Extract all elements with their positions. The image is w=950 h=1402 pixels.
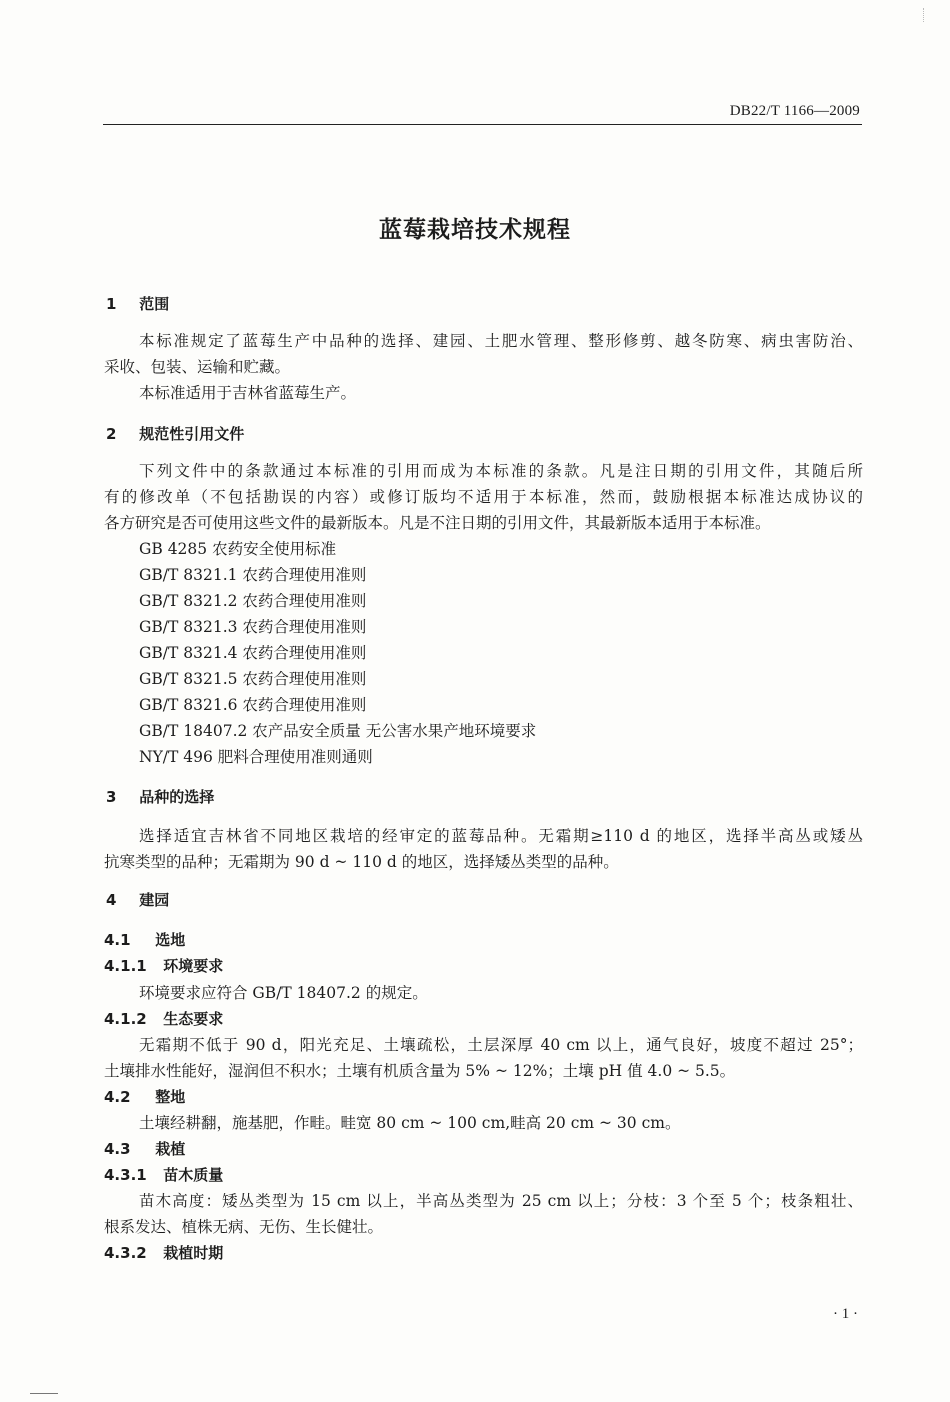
section-number: 2 xyxy=(106,425,117,443)
subsection-4-1-2-text-line: 无霜期不低于 90 d，阳光充足、土壤疏松，土层深厚 40 cm 以上，通气良好，坡度不超过 25°； xyxy=(139,1036,863,1054)
subsection-title: 苗木质量 xyxy=(163,1166,224,1184)
section-2-para-line: 各方研究是否可使用这些文件的最新版本。凡是不注日期的引用文件，其最新版本适用于本标准。 xyxy=(104,514,771,532)
section-title: 范围 xyxy=(139,295,170,313)
subsection-title: 整地 xyxy=(155,1088,186,1106)
subsection-4-2-text: 土壤经耕翻，施基肥，作畦。畦宽 80 cm ~ 100 cm,畦高 20 cm ~ 30 cm。 xyxy=(139,1114,681,1132)
subsection-4-3-heading xyxy=(104,1139,185,1159)
subsection-number: 4.3 xyxy=(104,1140,131,1158)
subsection-number: 4.1.1 xyxy=(104,957,147,975)
section-1-para-line: 采收、包装、运输和贮藏。 xyxy=(104,358,291,376)
subsection-4-1-1-heading xyxy=(104,956,223,976)
subsection-4-3-2-heading xyxy=(104,1243,223,1263)
subsection-title: 栽植 xyxy=(155,1140,186,1158)
document-title: 蓝莓栽培技术规程 xyxy=(379,217,571,243)
subsection-4-3-1-heading xyxy=(104,1165,223,1185)
reference-item: GB/T 8321.2 农药合理使用准则 xyxy=(139,592,367,610)
subsection-number: 4.3.2 xyxy=(104,1244,147,1262)
subsection-4-1-1-text: 环境要求应符合 GB/T 18407.2 的规定。 xyxy=(139,984,428,1002)
section-3-heading xyxy=(106,787,214,807)
section-2-para-line: 有的修改单（不包括勘误的内容）或修订版均不适用于本标准，然而，鼓励根据本标准达成协议的 xyxy=(104,488,863,506)
section-title: 建园 xyxy=(139,891,170,909)
subsection-title: 选地 xyxy=(155,931,186,949)
subsection-4-2-heading xyxy=(104,1087,185,1107)
subsection-number: 4.2 xyxy=(104,1088,131,1106)
reference-item: GB/T 8321.1 农药合理使用准则 xyxy=(139,566,367,584)
subsection-title: 环境要求 xyxy=(163,957,224,975)
reference-item: GB 4285 农药安全使用标准 xyxy=(139,540,337,558)
section-3-para-line: 选择适宜吉林省不同地区栽培的经审定的蓝莓品种。无霜期≥110 d 的地区，选择半高丛或矮丛 xyxy=(139,827,863,845)
section-1-para-line: 本标准规定了蓝莓生产中品种的选择、建园、土肥水管理、整形修剪、越冬防寒、病虫害防治、 xyxy=(139,332,863,350)
subsection-4-1-2-heading xyxy=(104,1009,223,1029)
reference-item: NY/T 496 肥料合理使用准则通则 xyxy=(139,748,373,766)
section-4-heading xyxy=(106,890,169,910)
reference-item: GB/T 8321.4 农药合理使用准则 xyxy=(139,644,367,662)
section-number: 4 xyxy=(106,891,117,909)
subsection-4-1-heading xyxy=(104,930,185,950)
section-number: 1 xyxy=(106,295,117,313)
scan-artifact xyxy=(923,8,942,22)
section-title: 规范性引用文件 xyxy=(139,425,245,443)
subsection-number: 4.3.1 xyxy=(104,1166,147,1184)
section-2-para-line: 下列文件中的条款通过本标准的引用而成为本标准的条款。凡是注日期的引用文件，其随后所 xyxy=(139,462,863,480)
section-title: 品种的选择 xyxy=(139,788,215,806)
section-3-para-line: 抗寒类型的品种；无霜期为 90 d ~ 110 d 的地区，选择矮丛类型的品种。 xyxy=(104,853,619,871)
reference-item: GB/T 8321.5 农药合理使用准则 xyxy=(139,670,367,688)
subsection-number: 4.1 xyxy=(104,931,131,949)
section-1-heading xyxy=(106,294,169,314)
reference-item: GB/T 18407.2 农产品安全质量 无公害水果产地环境要求 xyxy=(139,722,537,740)
subsection-4-3-1-text-line: 苗木高度：矮丛类型为 15 cm 以上，半高丛类型为 25 cm 以上；分枝：3 个至 5 个；枝条粗壮、 xyxy=(139,1192,863,1210)
subsection-4-1-2-text-line: 土壤排水性能好，湿润但不积水；土壤有机质含量为 5% ~ 12%；土壤 pH 值 4.0 ~ 5.5。 xyxy=(104,1062,736,1080)
scan-artifact xyxy=(30,1393,58,1394)
standard-code: DB22/T 1166—2009 xyxy=(729,103,860,119)
section-number: 3 xyxy=(106,788,117,806)
page-number: · 1 · xyxy=(833,1306,858,1322)
subsection-title: 栽植时期 xyxy=(163,1244,224,1262)
subsection-number: 4.1.2 xyxy=(104,1010,147,1028)
section-2-heading xyxy=(106,424,244,444)
reference-item: GB/T 8321.6 农药合理使用准则 xyxy=(139,696,367,714)
header-rule xyxy=(103,124,862,125)
subsection-4-3-1-text-line: 根系发达、植株无病、无伤、生长健壮。 xyxy=(104,1218,384,1236)
section-1-para: 本标准适用于吉林省蓝莓生产。 xyxy=(139,384,357,402)
subsection-title: 生态要求 xyxy=(163,1010,224,1028)
reference-item: GB/T 8321.3 农药合理使用准则 xyxy=(139,618,367,636)
